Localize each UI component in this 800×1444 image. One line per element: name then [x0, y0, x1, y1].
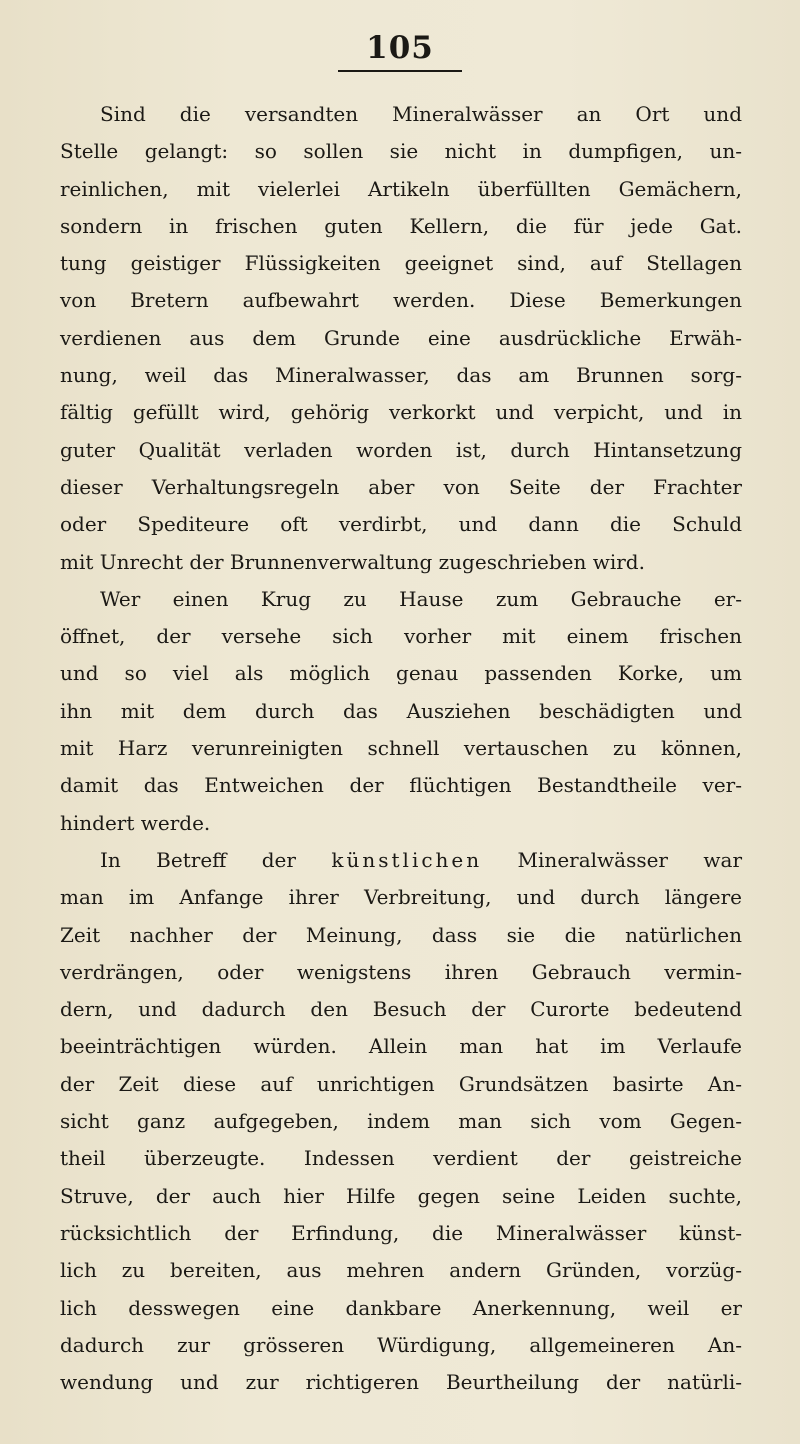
text-line: von Bretern aufbewahrt werden. Diese Bemerkungen	[60, 288, 742, 313]
text-line: dadurch zur grösseren Würdigung, allgemeineren An-	[60, 1332, 742, 1357]
text-line: verdrängen, oder wenigstens ihren Gebrauch vermin-	[60, 959, 742, 984]
text-line: und so viel als möglich genau passenden Korke, um	[60, 661, 742, 686]
text-line: öffnet, der versehe sich vorher mit einem frischen	[60, 624, 742, 649]
text-line: mit Unrecht der Brunnenverwaltung zugeschrieben wird.	[60, 549, 645, 574]
text-line: guter Qualität verladen worden ist, durch Hintansetzung	[60, 437, 742, 462]
text-line: sicht ganz aufgegeben, indem man sich vom Gegen-	[60, 1109, 742, 1134]
body-text	[60, 96, 742, 1401]
text-line-emphasis	[60, 842, 742, 879]
text-line: tung geistiger Flüssigkeiten geeignet sind, auf Stellagen	[60, 251, 742, 276]
text-line: sondern in frischen guten Kellern, die für jede Gat.	[60, 213, 742, 238]
page-header	[0, 30, 800, 72]
text-line: mit Harz verunreinigten schnell vertauschen zu können,	[60, 736, 742, 761]
text-line: man im Anfange ihrer Verbreitung, und durch längere	[60, 885, 742, 910]
text-line: oder Spediteure oft verdirbt, und dann die Schuld	[60, 512, 742, 537]
text-line: dern, und dadurch den Besuch der Curorte bedeutend	[60, 997, 742, 1022]
text-line: der Zeit diese auf unrichtigen Grundsätzen basirte An-	[60, 1071, 742, 1096]
text-line: theil überzeugte. Indessen verdient der geistreiche	[60, 1146, 742, 1171]
text-line: fältig gefüllt wird, gehörig verkorkt und verpicht, und in	[60, 400, 742, 425]
text-line: dieser Verhaltungsregeln aber von Seite der Frachter	[60, 474, 742, 499]
text-line: verdienen aus dem Grunde eine ausdrückliche Erwäh-	[60, 325, 742, 350]
text-line: Sind die versandten Mineralwässer an Ort und	[100, 102, 742, 126]
emphasis-prefix: In Betreff der	[100, 847, 332, 872]
text-line: Struve, der auch hier Hilfe gegen seine Leiden suchte,	[60, 1183, 742, 1208]
text-line: lich zu bereiten, aus mehren andern Gründen, vorzüg-	[60, 1258, 742, 1283]
text-line: rücksichtlich der Erfindung, die Mineralwässer künst-	[60, 1220, 742, 1245]
text-line: nung, weil das Mineralwasser, das am Brunnen sorg-	[60, 363, 742, 388]
text-line: beeinträchtigen würden. Allein man hat im Verlaufe	[60, 1034, 742, 1059]
emphasis-suffix: Mineralwässer war	[482, 847, 743, 872]
text-line: lich desswegen eine dankbare Anerkennung, weil er	[60, 1295, 742, 1320]
emphasis-word: künstlichen	[331, 847, 483, 872]
text-line: ihn mit dem durch das Ausziehen beschädigten und	[60, 698, 742, 723]
text-line: Zeit nachher der Meinung, dass sie die natürlichen	[60, 922, 742, 947]
text-line: Wer einen Krug zu Hause zum Gebrauche er-	[100, 586, 742, 611]
page-number: 105	[338, 30, 462, 72]
text-line: damit das Entweichen der flüchtigen Bestandtheile ver-	[60, 773, 742, 798]
text-line: hindert werde.	[60, 810, 211, 835]
text-line: Stelle gelangt: so sollen sie nicht in dumpfigen, un-	[60, 139, 742, 164]
text-line: reinlichen, mit vielerlei Artikeln überfüllten Gemächern,	[60, 176, 742, 201]
text-line: wendung und zur richtigeren Beurtheilung der natürli-	[60, 1370, 742, 1395]
